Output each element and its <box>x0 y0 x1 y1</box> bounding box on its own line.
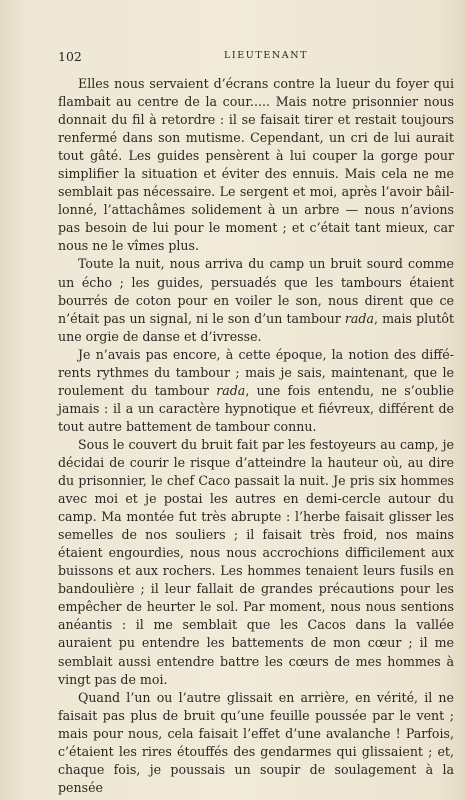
paragraph-text: Elles nous servaient d’écrans contre la lueur du foyer qui flambait au centre de la cour..... Mais notre prisonnier nous donnait du fil à retordre : il se faisait tirer et restait toujours renfermé dans son mutisme. Cependant, un cri de lui aurait tout gâté. Les guides pensèrent à lui couper la gorge pour simplifier la situation et éviter des ennuis. Mais cela ne me semblait pas nécessaire. Le sergent et moi, après l’avoir bâillonné, l’attachâmes solidement à un arbre — nous n’avions pas besoin de lui pour le moment ; et c’était tant mieux, car nous ne le vîmes plus. <box>58 76 454 254</box>
paragraph-text: Sous le couvert du bruit fait par les festoyeurs au camp, je décidai de courir le risque d’atteindre la hauteur où, au dire du prisonnier, le chef Caco passait la nuit. Je pris six hommes avec moi et je postai les autres en demi-cercle autour du camp. Ma montée fut très abrupte : l’herbe faisait glisser les semelles de nos souliers ; il faisait très froid, nos mains étaient engourdies, nous nous accrochions difficilement aux buissons et aux rochers. Les hommes tenaient leurs fusils en bandoulière ; il leur fallait de grandes précautions pour les empêcher de heurter le sol. Par moment, nous nous sentions anéantis : il me semblait que les Cacos dans la vallée auraient pu entendre les battements de mon cœur ; il me semblait aussi entendre battre les cœurs de mes hommes à vingt pas de moi. <box>58 436 454 687</box>
paragraph-2 <box>58 255 454 345</box>
italic-word: rada <box>344 310 374 326</box>
paragraph-text-before: Je n’avais pas encore, à cette époque, la notion des différents rythmes du tambour ; mais je sais, maintenant, que le roulement du tambour <box>58 346 454 398</box>
paragraph-text-before: Toute la nuit, nous arriva du camp un bruit sourd comme un écho ; les guides, persuadés que les tambours étaient bourrés de coton pour en voiler le son, nous dirent que ce n’était pas un signal, ni le son d’un tambour <box>58 256 454 326</box>
body-text <box>58 75 454 797</box>
paragraph-text: Quand l’un ou l’autre glissait en arrière, en vérité, il ne faisait pas plus de bruit qu’une feuille poussée par le vent ; mais pour nous, cela faisait l’effet d’une avalanche ! Parfois, c’étaient les rires étouffés des gendarmes qui glissaient ; et, chaque fois, je poussais un soupir de soulagement à la pensée <box>58 689 454 795</box>
paragraph-1 <box>58 75 454 255</box>
paragraph-5 <box>58 689 454 797</box>
paragraph-3 <box>58 346 454 436</box>
paragraph-text-after: , une fois entendu, ne s’oublie jamais : il a un caractère hypnotique et fiévreux, différent de tout autre battement de tambour connu. <box>58 382 454 434</box>
paragraph-4 <box>58 436 454 689</box>
running-head: LIEUTENANT <box>224 50 309 61</box>
italic-word: rada <box>216 382 246 398</box>
paragraph-text-after: , mais plutôt une orgie de danse et d’ivresse. <box>58 310 454 344</box>
page-number: 102 <box>58 49 82 64</box>
page-header <box>58 49 454 67</box>
